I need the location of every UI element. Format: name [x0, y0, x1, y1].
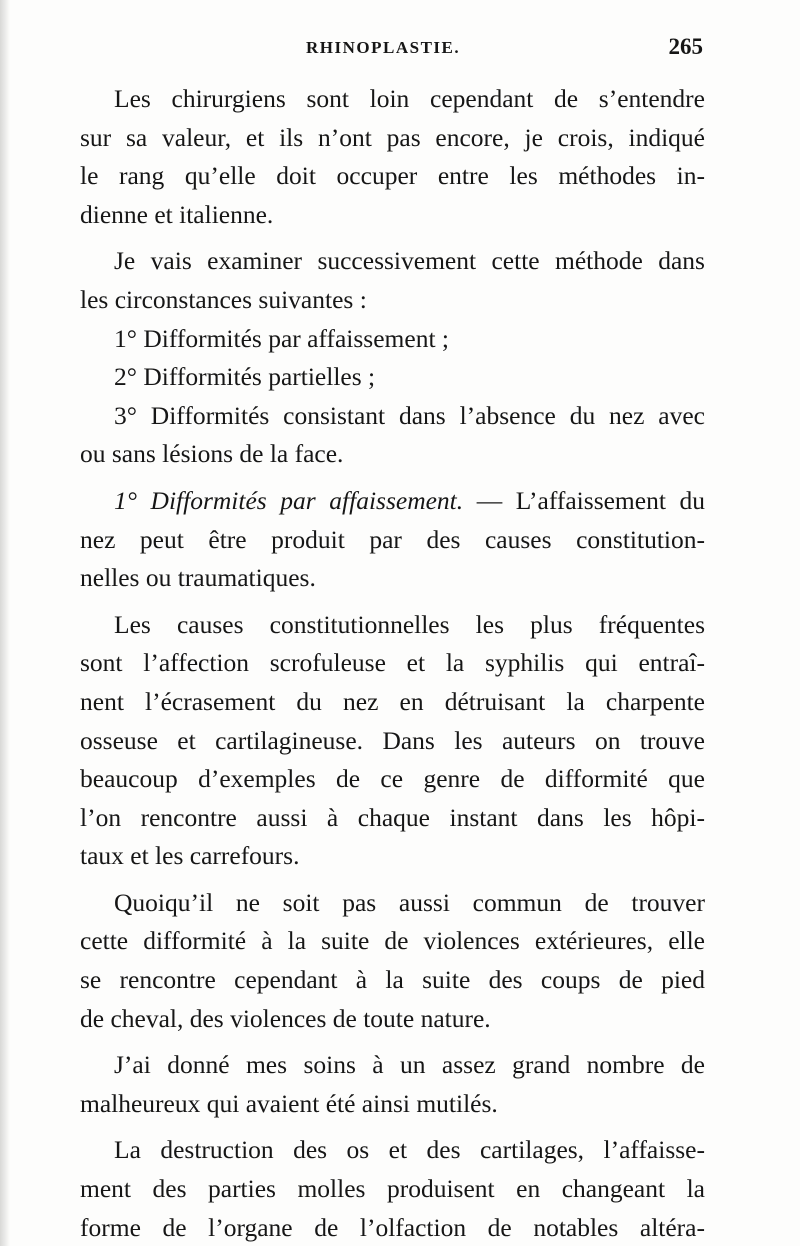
text-line: J’ai donné mes soins à un assez grand nombre de	[114, 1050, 705, 1080]
text-line: La destruction des os et des cartilages, l’affaisse-	[114, 1135, 705, 1165]
running-head	[78, 34, 703, 64]
text-line: sur sa valeur, et ils n’ont pas encore, je crois, indiqué	[80, 122, 705, 152]
section-heading-italic: 1° Difformités par affaissement.	[114, 485, 464, 515]
page-number: 265	[668, 34, 703, 59]
text-line: taux et les carrefours.	[80, 841, 300, 871]
text-line: Quoiqu’il ne soit pas aussi commun de trouver	[114, 887, 705, 917]
text-line: le rang qu’elle doit occuper entre les méthodes in-	[80, 161, 705, 191]
text-line: cette difformité à la suite de violences extérieures, elle	[80, 926, 705, 956]
text-line: beaucoup d’exemples de ce genre de difformité que	[80, 764, 705, 794]
paragraph-5	[80, 884, 705, 1038]
text-line: l’on rencontre aussi à chaque instant dans les hôpi-	[80, 802, 705, 832]
text-line: nelles ou traumatiques.	[80, 563, 316, 593]
paragraph-2	[80, 242, 705, 474]
list-item: 2° Difformités partielles ;	[114, 362, 376, 392]
text-line: nez peut être produit par des causes constitution-	[80, 524, 705, 554]
text-line: ment des parties molles produisent en changeant la	[80, 1174, 705, 1204]
body-text	[80, 80, 705, 1246]
text-line: les circonstances suivantes :	[80, 284, 367, 314]
text-line: sont l’affection scrofuleuse et la syphilis qui entraî-	[80, 648, 705, 678]
list-item: 3° Difformités consistant dans l’absence du nez avec	[114, 400, 705, 430]
section-lead-rest: — L’affaissement du	[463, 485, 705, 515]
text-line: Les causes constitutionnelles les plus fréquentes	[114, 609, 705, 639]
list-item: 1° Difformités par affaissement ;	[114, 323, 449, 353]
text-line: se rencontre cependant à la suite des coups de pied	[80, 965, 705, 995]
paragraph-3	[80, 482, 705, 598]
text-line: malheureux qui avaient été ainsi mutilés.	[80, 1088, 498, 1118]
text-line: forme de l’organe de l’olfaction de notables altéra-	[80, 1212, 705, 1242]
page-edge-shadow	[0, 0, 10, 1246]
section-lead-line	[80, 482, 705, 521]
running-head-title: RHINOPLASTIE.	[306, 38, 461, 57]
text-line: Les chirurgiens sont loin cependant de s’entendre	[114, 84, 705, 113]
paragraph-7	[80, 1131, 705, 1246]
text-line: dienne et italienne.	[80, 199, 274, 229]
paragraph-6	[80, 1046, 705, 1123]
paragraph-4	[80, 606, 705, 876]
paragraph-1	[80, 80, 705, 234]
text-line: nent l’écrasement du nez en détruisant la charpente	[80, 686, 705, 716]
text-line: ou sans lésions de la face.	[80, 439, 344, 469]
text-line: osseuse et cartilagineuse. Dans les auteurs on trouve	[80, 725, 705, 755]
text-line: Je vais examiner successivement cette méthode dans	[114, 246, 705, 276]
text-line: de cheval, des violences de toute nature.	[80, 1003, 491, 1033]
